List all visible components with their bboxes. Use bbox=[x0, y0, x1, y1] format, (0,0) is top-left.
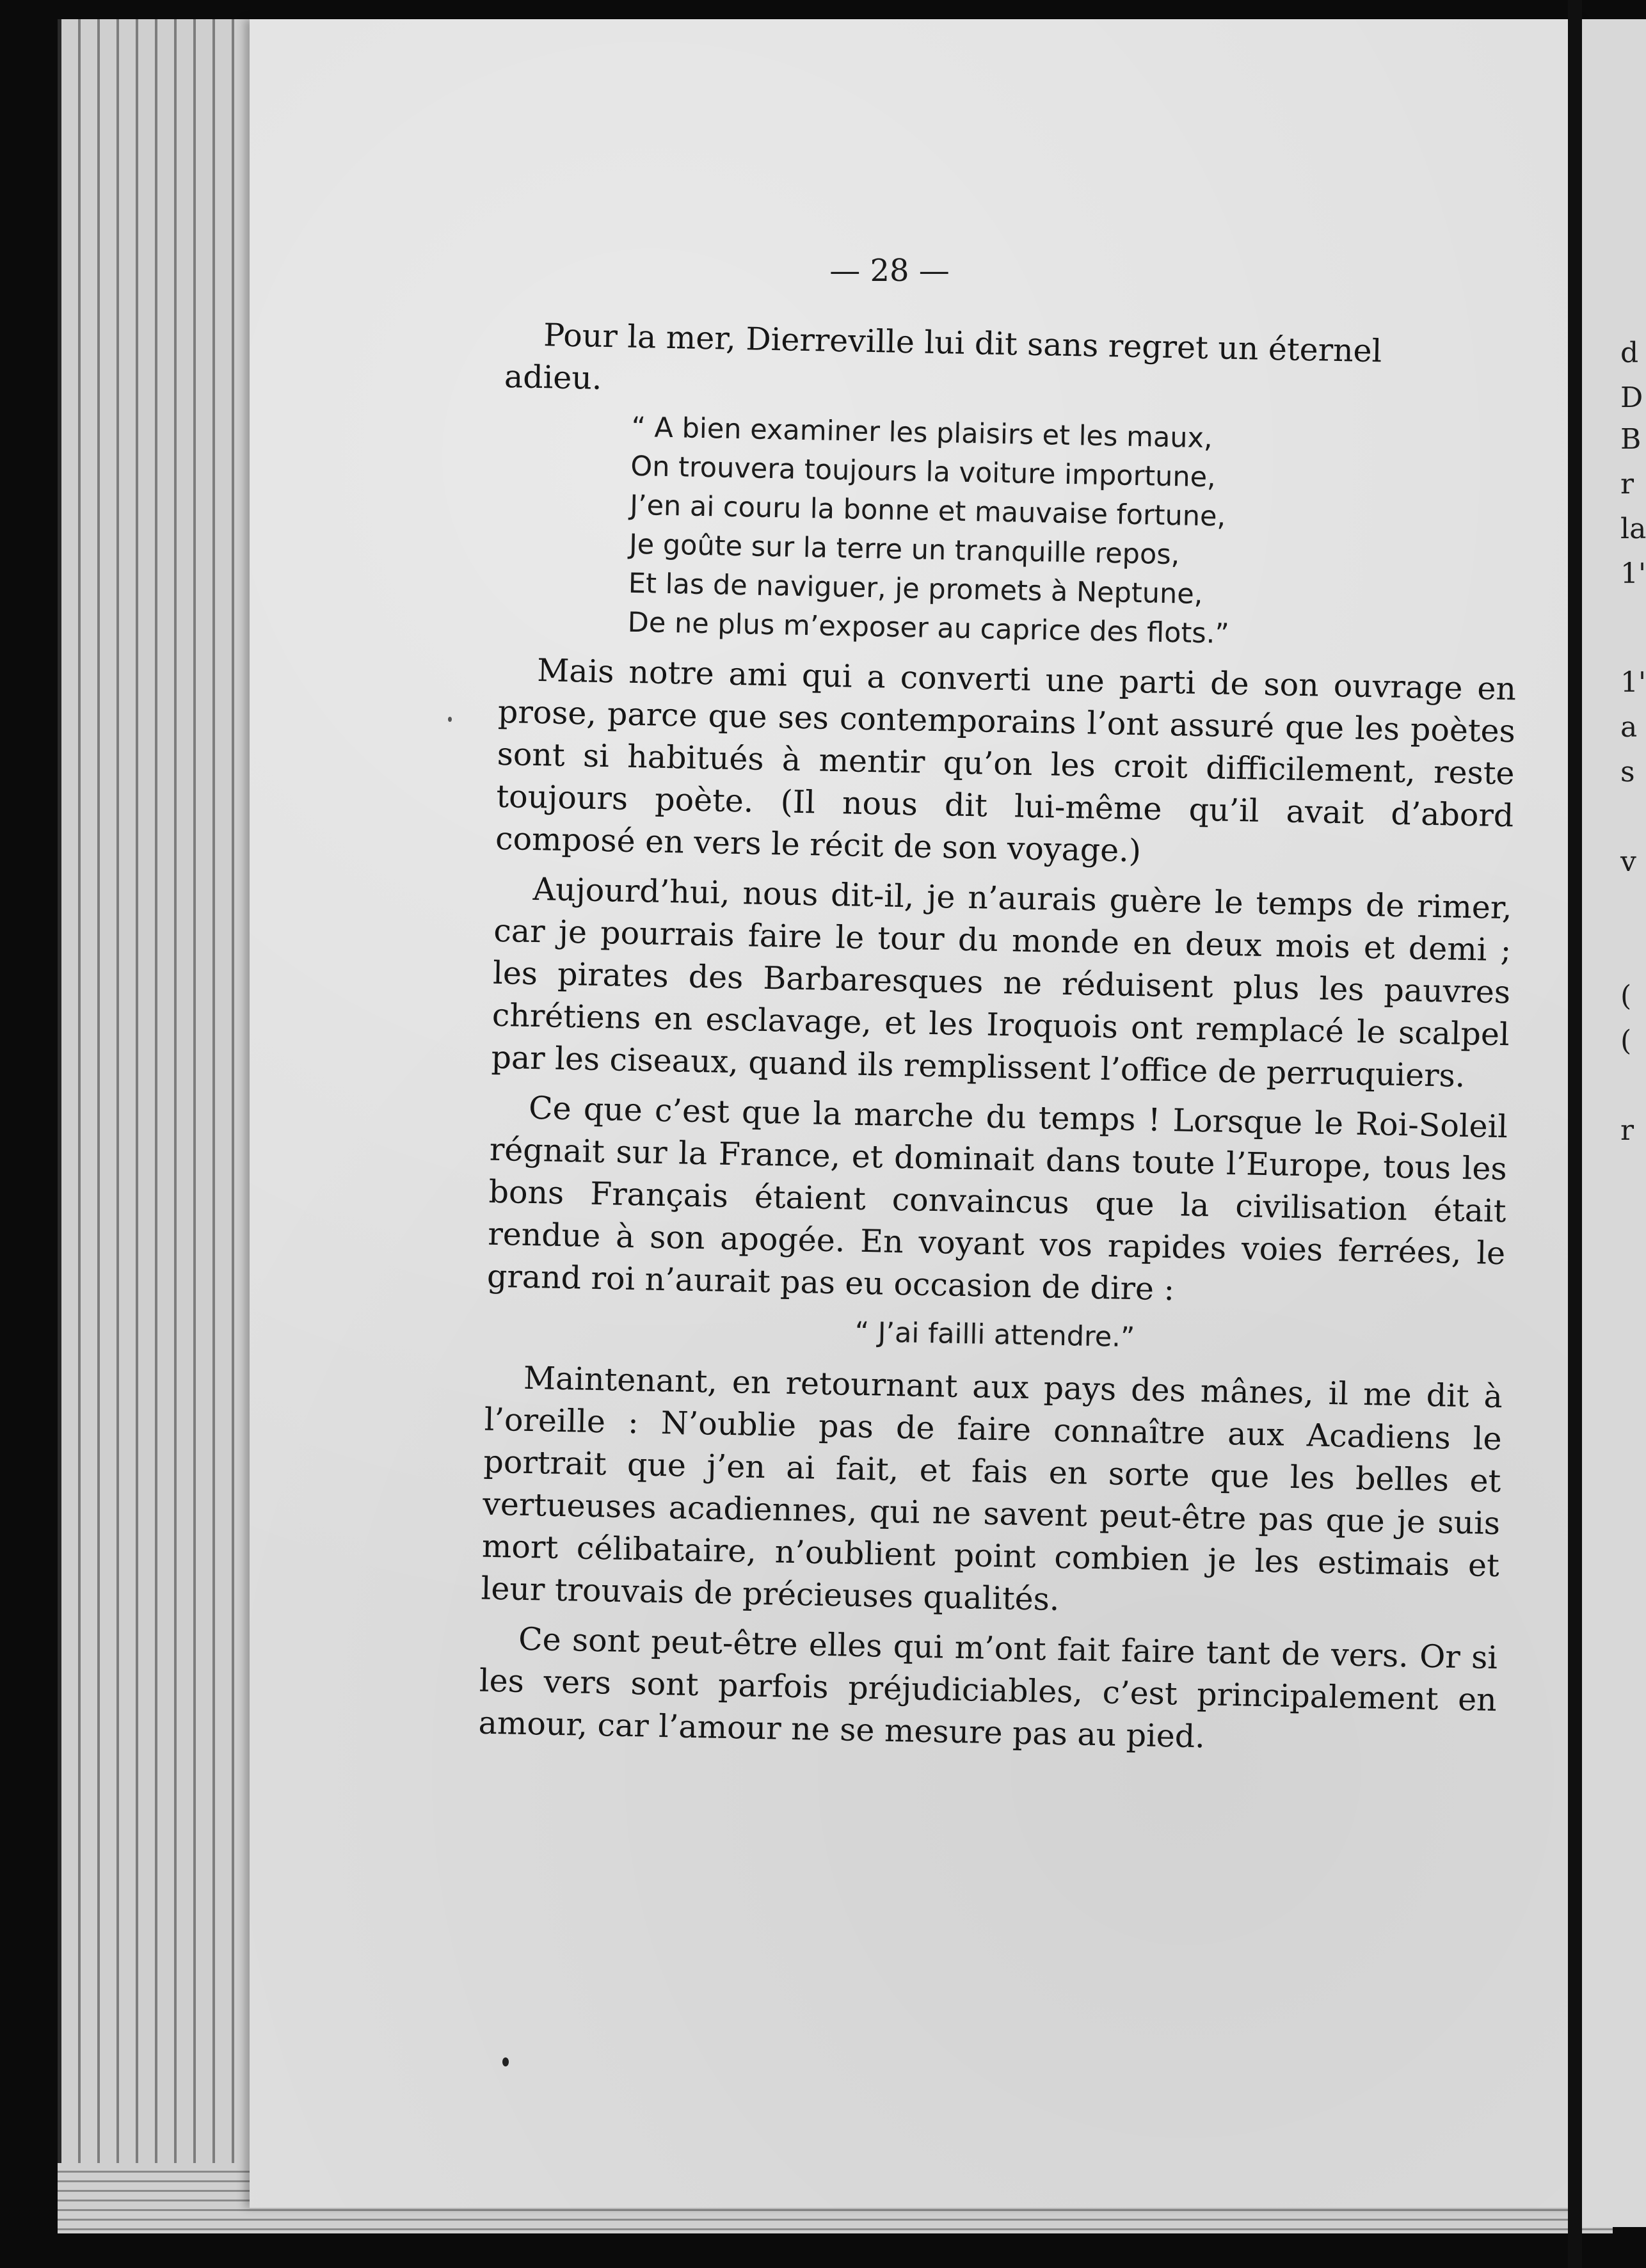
facing-page-fragment: D bbox=[1620, 381, 1643, 414]
facing-page-fragment: d bbox=[1620, 337, 1639, 369]
facing-page-fragment: ( bbox=[1620, 980, 1632, 1012]
facing-page-fragment: s bbox=[1620, 756, 1635, 788]
verse-line: Et las de naviguer, je promets à Neptune, bbox=[628, 567, 1203, 611]
facing-page-fragment: r bbox=[1620, 1114, 1634, 1147]
binding-gutter bbox=[1568, 0, 1582, 2268]
king-quote: “ J’ai failli attendre.” bbox=[854, 1316, 1135, 1354]
paragraph-march-of-time: Ce que c’est que la marche du temps ! Lorsque le Roi-Soleil régnait sur la France, et dominait dans toute l’Europe, tous les bons Français étaient convaincus que la civilisation était rendue à son apogée. En voyant vos rapides voies ferrées, le grand roi n’aurait pas eu occasion de dire : bbox=[486, 1089, 1508, 1308]
facing-page-edge bbox=[1582, 19, 1646, 2227]
verse-quotation bbox=[627, 408, 1521, 660]
stacked-page-edges bbox=[58, 19, 273, 2227]
facing-page-fragment: 1' bbox=[1620, 557, 1646, 590]
page-number: — 28 — bbox=[829, 253, 950, 289]
facing-page-fragment: la bbox=[1620, 513, 1646, 545]
facing-page-fragment: a bbox=[1620, 711, 1638, 744]
facing-page-fragment: ( bbox=[1620, 1025, 1632, 1057]
paragraph-poet: Mais notre ami qui a converti une parti de son ouvrage en prose, parce que ses contemporains l’ont assuré que les poètes sont si habitués à mentir qu’on les croit difficilement, reste toujours poète. (Il nous dit lui-même qu’il avait d’abord composé en vers le récit de son voyage.) bbox=[495, 652, 1517, 870]
opening-line-1: Pour la mer, Dierreville lui dit sans regret un éternel bbox=[543, 317, 1382, 370]
facing-page-fragment: B bbox=[1620, 423, 1642, 456]
verse-line: J’en ai couru la bonne et mauvaise fortune, bbox=[629, 489, 1226, 533]
verse-line: “ A bien examiner les plaisirs et les maux, bbox=[631, 411, 1213, 455]
page-body bbox=[478, 314, 1523, 1771]
paragraph-verses-love: Ce sont peut-être elles qui m’ont fait faire tant de vers. Or si les vers sont parfois préjudiciables, c’est principalement en amour, car l’amour ne se mesure pas au pied. bbox=[478, 1620, 1498, 1755]
verse-line: Je goûte sur la terre un tranquille repos, bbox=[628, 528, 1180, 571]
ink-speck bbox=[448, 717, 452, 722]
ink-speck bbox=[502, 2057, 509, 2066]
facing-page-fragment: 1' bbox=[1620, 666, 1646, 699]
paragraph-whisper: Maintenant, en retournant aux pays des mânes, il me dit à l’oreille : N’oublie pas de faire connaître aux Acadiens le portrait que j’en ai fait, et fais en sorte que les belles et vertueuses acadiennes, qui ne savent peut-être pas que je suis mort célibataire, n’oublient point combien je les estimais et leur trouvais de précieuses qualités. bbox=[481, 1359, 1503, 1618]
paragraph-today: Aujourd’hui, nous dit-il, je n’aurais guère le temps de rimer, car je pourrais faire le tour du monde en deux mois et demi ; les pirates des Barbaresques ne réduisent plus les pauvres chrétiens en esclavage, et les Iroquois ont remplacé le scalpel par les ciseaux, quand ils remplissent l’office de perruquiers. bbox=[491, 870, 1513, 1094]
verse-line: On trouvera toujours la voiture importune, bbox=[630, 450, 1217, 494]
opening-line-2: adieu. bbox=[504, 358, 603, 397]
facing-page-fragment: v bbox=[1620, 845, 1636, 878]
facing-page-fragment: r bbox=[1620, 468, 1634, 500]
verse-line: De ne plus m’exposer au caprice des flots.” bbox=[627, 606, 1230, 650]
